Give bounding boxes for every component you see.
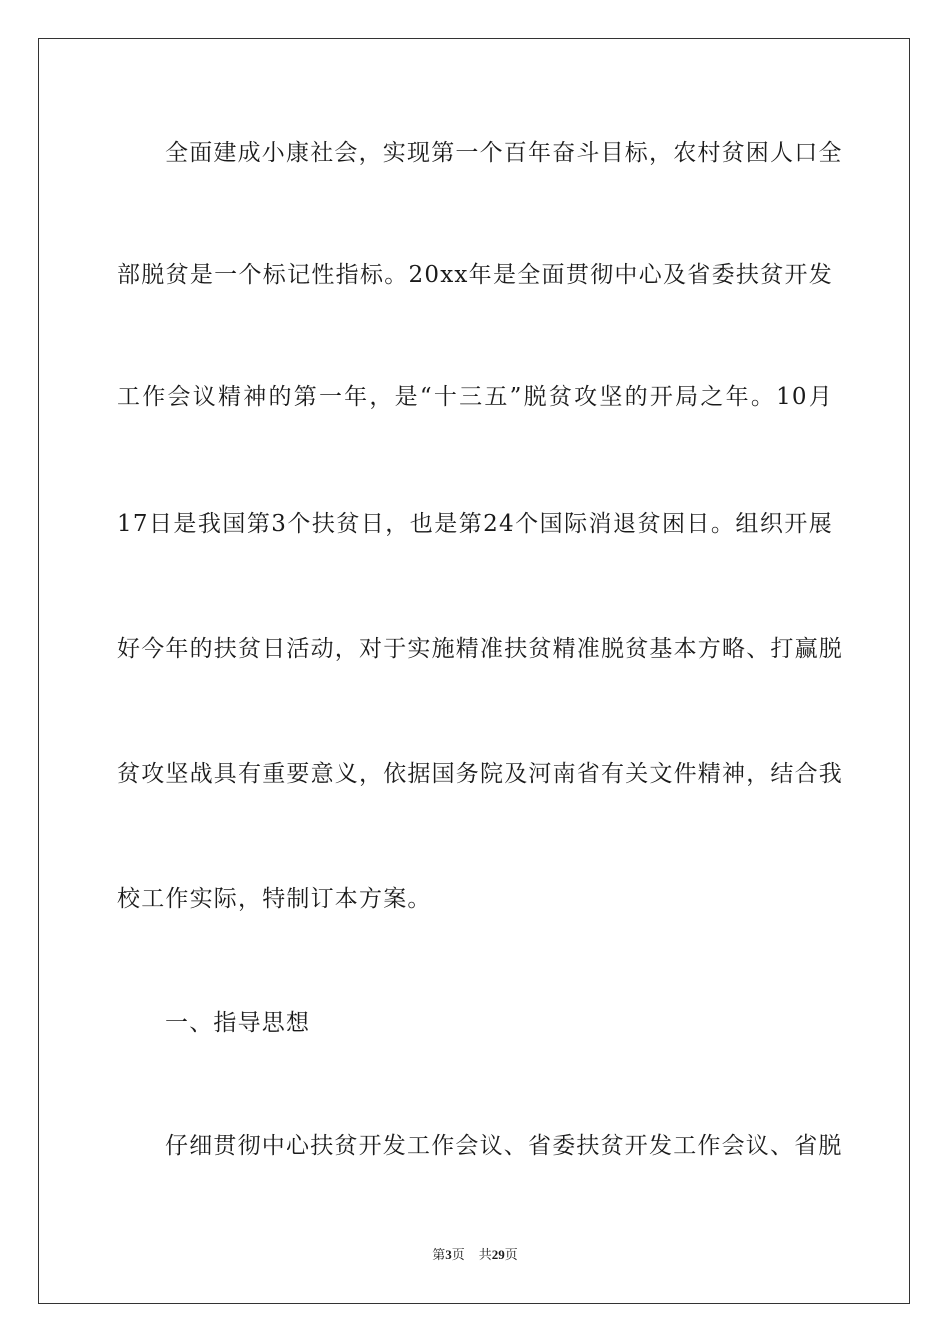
paragraph-line-8: 仔细贯彻中心扶贫开发工作会议、省委扶贫开发工作会议、省脱 [165,1133,843,1159]
paragraph-line-1: 全面建成小康社会，实现第一个百年奋斗目标，农村贫困人口全 [165,140,843,166]
paragraph-line-2: 部脱贫是一个标记性指标。20xx年是全面贯彻中心及省委扶贫开发 [117,262,833,288]
section-heading: 一、指导思想 [165,1010,311,1036]
page-number: 3 [445,1247,452,1262]
total-suffix: 页 [504,1247,518,1262]
page-border [38,38,910,1304]
total-pages: 29 [491,1247,505,1262]
paragraph-line-3: 工作会议精神的第一年，是“十三五”脱贫攻坚的开局之年。10月 [117,384,833,410]
page-suffix: 页 [451,1247,465,1262]
total-prefix: 共 [478,1247,492,1262]
page-prefix: 第 [432,1247,446,1262]
paragraph-line-4: 17日是我国第3个扶贫日，也是第24个国际消退贫困日。组织开展 [117,511,833,537]
paragraph-line-7: 校工作实际，特制订本方案。 [117,886,432,912]
paragraph-line-5: 好今年的扶贫日活动，对于实施精准扶贫精准脱贫基本方略、打赢脱 [117,636,843,662]
paragraph-line-6: 贫攻坚战具有重要意义，依据国务院及河南省有关文件精神，结合我 [117,761,843,787]
page-footer [0,1246,950,1264]
